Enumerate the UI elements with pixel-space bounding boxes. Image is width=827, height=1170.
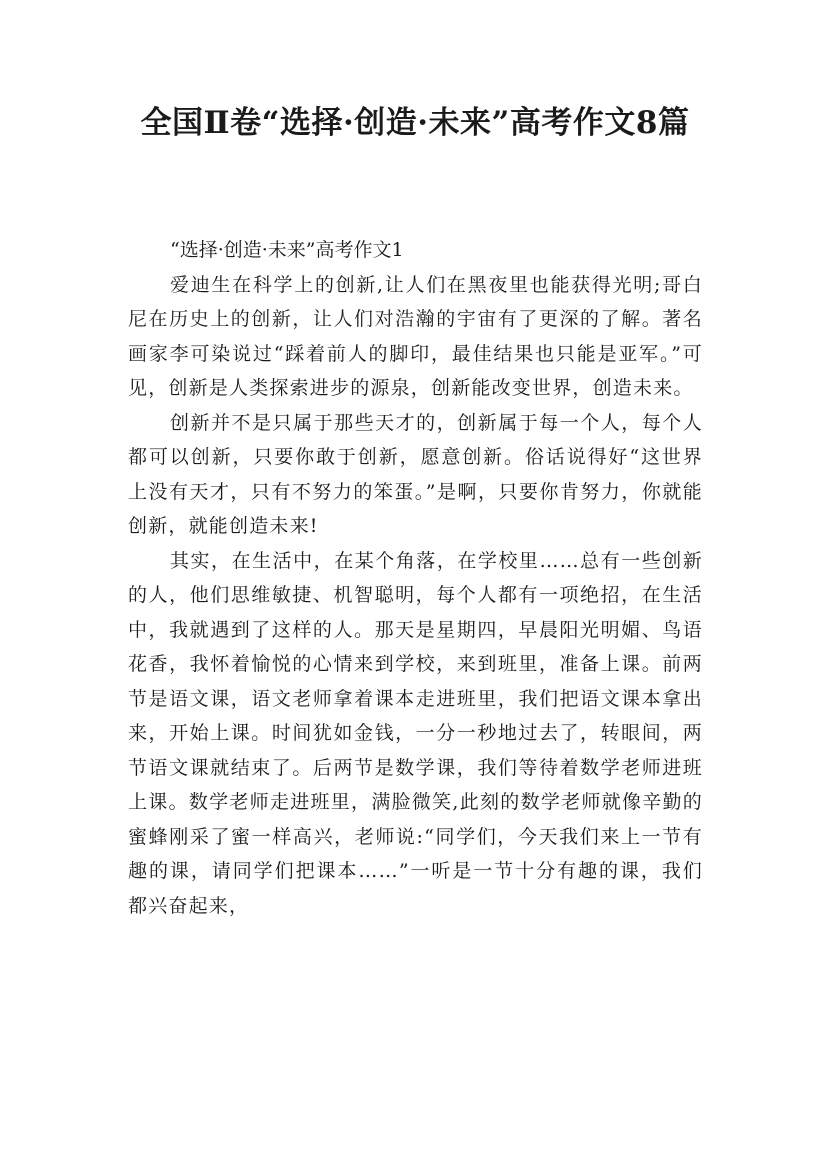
- essay-subheading: “选择·创造·未来”高考作文1: [170, 239, 404, 261]
- essay-paragraph-2: 创新并不是只属于那些天才的，创新属于每一个人，每个人都可以创新，只要你敢于创新，愿意创新。俗话说得好“这世界上没有天才，只有不努力的笨蛋。”是啊，只要你肯努力，你就能创新，就能创造未来!: [128, 411, 703, 537]
- essay-paragraph-1: 爱迪生在科学上的创新,让人们在黑夜里也能获得光明;哥白尼在历史上的创新，让人们对浩瀚的宇宙有了更深的了解。著名画家李可染说过“踩着前人的脚印，最佳结果也只能是亚军。”可见，创新是人类探索进步的源泉，创新能改变世界，创造未来。: [128, 273, 703, 399]
- essay-paragraph-3: 其实，在生活中，在某个角落，在学校里……总有一些创新的人，他们思维敏捷、机智聪明，每个人都有一项绝招，在生活中，我就遇到了这样的人。那天是星期四，早晨阳光明媚、鸟语花香，我怀着愉悦的心情来到学校，来到班里，准备上课。前两节是语文课，语文老师拿着课本走进班里，我们把语文课本拿出来，开始上课。时间犹如金钱，一分一秒地过去了，转眼间，两节语文课就结束了。后两节是数学课，我们等待着数学老师进班上课。数学老师走进班里，满脸微笑,此刻的数学老师就像辛勤的蜜蜂刚采了蜜一样高兴，老师说:“同学们，今天我们来上一节有趣的课，请同学们把课本……”一听是一节十分有趣的课，我们都兴奋起来，: [128, 549, 703, 917]
- document-title: 全国Ⅱ卷“选择·创造·未来”高考作文8篇: [140, 105, 690, 141]
- essay-body: [128, 233, 703, 923]
